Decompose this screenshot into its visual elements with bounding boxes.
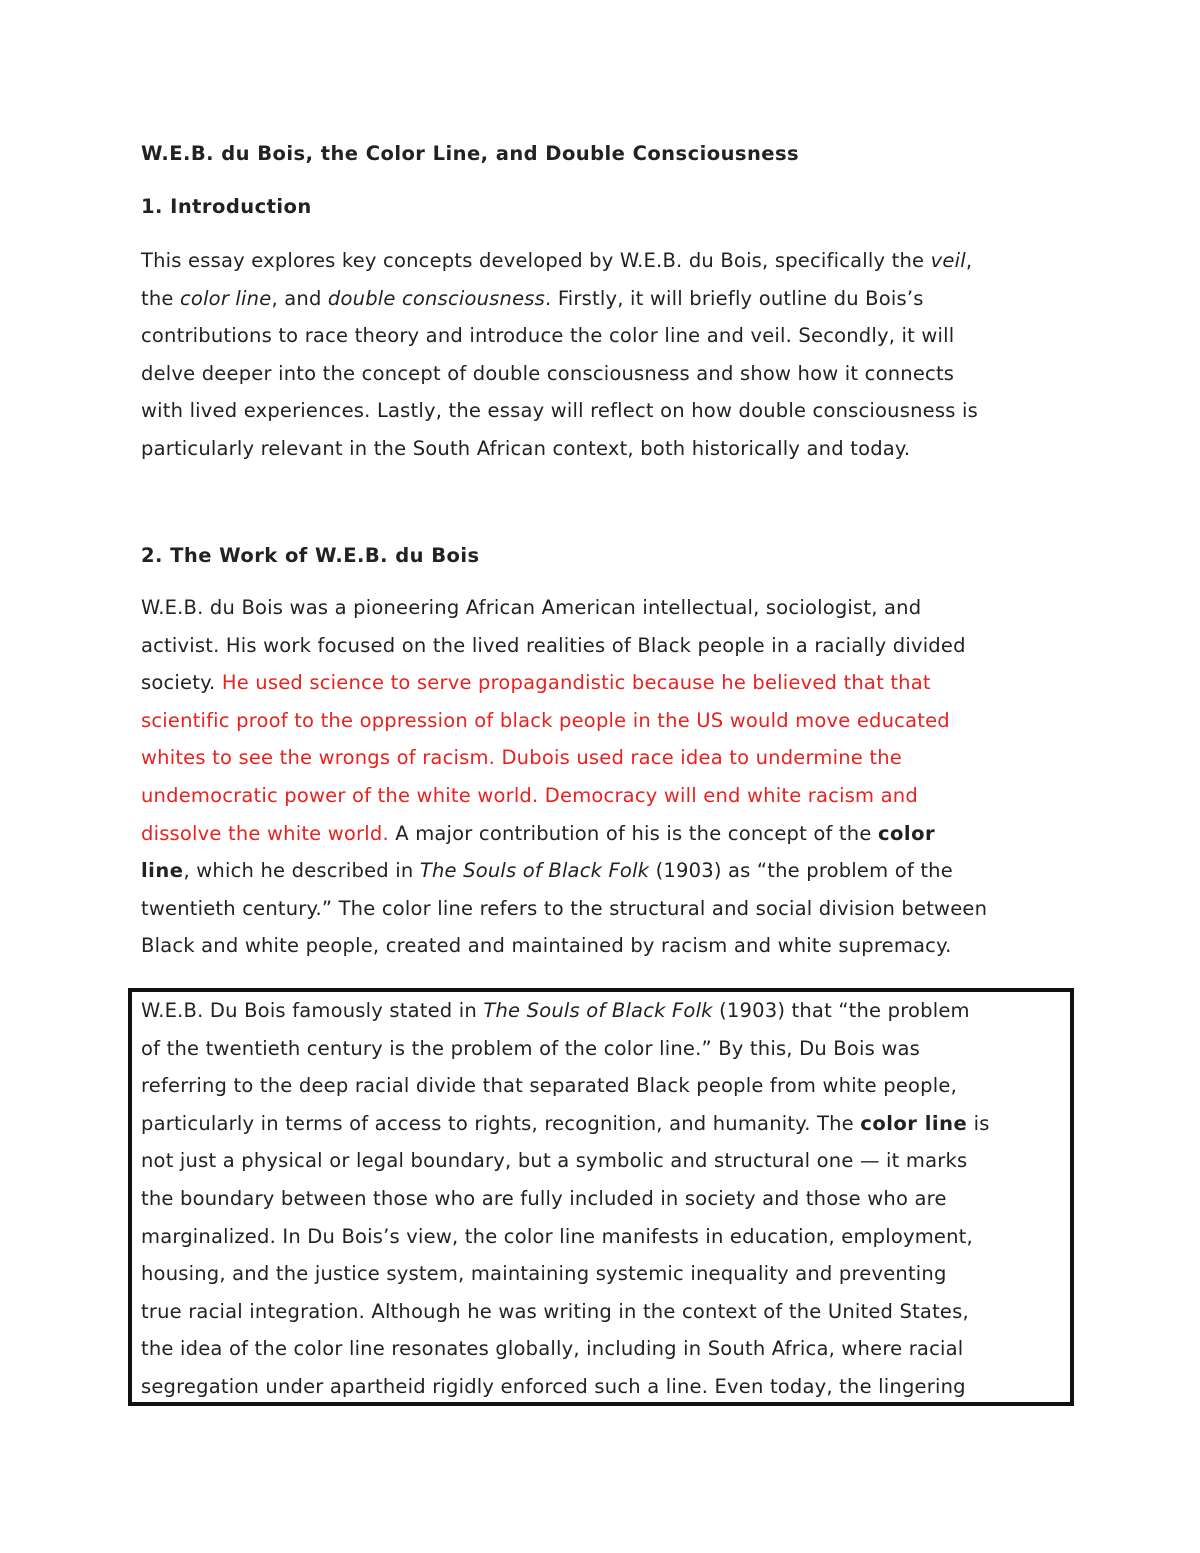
paragraph-line: the idea of the color line resonates globally, including in South Africa, where racial bbox=[141, 1337, 964, 1361]
highlighted-red-text: dissolve the white world. bbox=[141, 821, 389, 845]
paragraph-line: with lived experiences. Lastly, the essay will reflect on how double consciousness is bbox=[141, 399, 978, 423]
paragraph-line: of the twentieth century is the problem of the color line.” By this, Du Bois was bbox=[141, 1036, 921, 1060]
highlighted-red-text: whites to see the wrongs of racism. Dubois used race idea to undermine the bbox=[141, 746, 902, 770]
highlighted-red-text: He used science to serve propagandistic because he believed that that bbox=[221, 671, 931, 695]
section-heading-work-of-du-bois: 2. The Work of W.E.B. du Bois bbox=[141, 544, 480, 567]
paragraph-line: dissolve the white world. A major contribution of his is the concept of the color bbox=[141, 821, 936, 845]
paragraph-line bbox=[141, 777, 1071, 815]
bordered-text-box bbox=[128, 988, 1074, 1406]
paragraph-line bbox=[141, 702, 1071, 740]
paragraph-line: delve deeper into the concept of double consciousness and show how it connects bbox=[141, 361, 955, 385]
paragraph-line: Black and white people, created and maintained by racism and white supremacy. bbox=[141, 934, 952, 958]
paragraph-line: This essay explores key concepts developed by W.E.B. du Bois, specifically the veil, bbox=[141, 249, 973, 272]
paragraph-line: segregation under apartheid rigidly enforced such a line. Even today, the lingering bbox=[141, 1374, 966, 1398]
paragraph-line: the boundary between those who are fully included in society and those who are bbox=[141, 1186, 947, 1210]
paragraph-line: particularly in terms of access to rights, recognition, and humanity. The color line is bbox=[141, 1111, 990, 1135]
paragraph-line: the color line, and double consciousness. Firstly, it will briefly outline du Bois’s bbox=[141, 286, 924, 310]
highlighted-red-text: scientific proof to the oppression of black people in the US would move educated bbox=[141, 708, 950, 732]
paragraph-line: contributions to race theory and introduce the color line and veil. Secondly, it will bbox=[141, 324, 955, 348]
paragraph-line: particularly relevant in the South African context, both historically and today. bbox=[141, 436, 911, 460]
introduction-paragraph bbox=[141, 242, 1071, 468]
section-heading-introduction: 1. Introduction bbox=[141, 195, 312, 218]
paragraph-line: true racial integration. Although he was writing in the context of the United States, bbox=[141, 1299, 969, 1323]
paragraph-line: society. He used science to serve propagandistic because he believed that that bbox=[141, 671, 931, 695]
document-title: W.E.B. du Bois, the Color Line, and Double Consciousness bbox=[141, 142, 800, 165]
paragraph-line: twentieth century.” The color line refers to the structural and social division between bbox=[141, 896, 988, 920]
paragraph-line: W.E.B. Du Bois famously stated in The Souls of Black Folk (1903) that “the problem bbox=[141, 999, 970, 1022]
work-paragraph bbox=[141, 589, 1071, 965]
boxed-paragraph bbox=[141, 992, 1071, 1406]
paragraph-line: line, which he described in The Souls of Black Folk (1903) as “the problem of the bbox=[141, 859, 953, 883]
highlighted-red-text: undemocratic power of the white world. Democracy will end white racism and bbox=[141, 783, 918, 807]
paragraph-line: marginalized. In Du Bois’s view, the color line manifests in education, employment, bbox=[141, 1224, 973, 1248]
paragraph-line: housing, and the justice system, maintaining systemic inequality and preventing bbox=[141, 1262, 947, 1286]
paragraph-line: activist. His work focused on the lived realities of Black people in a racially divided bbox=[141, 633, 966, 657]
paragraph-line: not just a physical or legal boundary, but a symbolic and structural one — it marks bbox=[141, 1149, 968, 1173]
paragraph-line: referring to the deep racial divide that separated Black people from white people, bbox=[141, 1074, 957, 1098]
paragraph-line: W.E.B. du Bois was a pioneering African American intellectual, sociologist, and bbox=[141, 596, 922, 619]
paragraph-line bbox=[141, 739, 1071, 777]
